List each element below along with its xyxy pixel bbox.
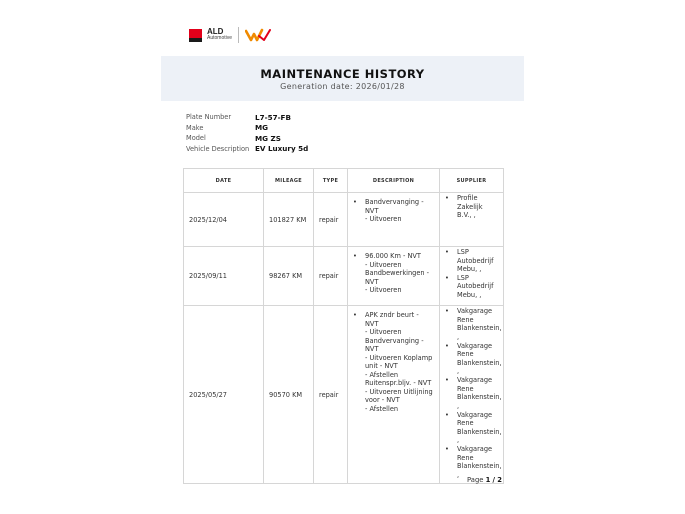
cell-description <box>348 306 440 484</box>
supplier-item: • Vakgarage Rene Blankenstein, , <box>445 307 498 341</box>
supplier-item: • Vakgarage Rene Blankenstein, , <box>445 342 498 376</box>
cell-supplier <box>440 306 504 484</box>
make-value: MG <box>255 123 269 133</box>
supplier-list <box>445 248 498 299</box>
cell-mileage: 90570 KM <box>264 306 314 484</box>
ald-logo-text <box>207 28 232 42</box>
description-label: Vehicle Description <box>186 144 250 153</box>
description-list <box>353 252 434 295</box>
page-sep: / <box>492 476 496 484</box>
cell-description <box>348 247 440 306</box>
table-row <box>184 306 504 484</box>
supplier-item: • LSP Autobedrijf Mebu, , <box>445 248 498 274</box>
cell-supplier <box>440 247 504 306</box>
header-date: DATE <box>184 169 264 193</box>
make-label: Make <box>186 123 204 132</box>
cell-date: 2025/09/11 <box>184 247 264 306</box>
supplier-list <box>445 307 502 479</box>
header-description: DESCRIPTION <box>348 169 440 193</box>
header-band <box>161 56 524 101</box>
cell-type: repair <box>314 247 348 306</box>
cell-date: 2025/05/27 <box>184 306 264 484</box>
page-current: 1 <box>485 476 491 484</box>
supplier-item: • Vakgarage Rene Blankenstein, , <box>445 376 498 410</box>
description-item: • 96.000 Km - NVT - Uitvoeren Bandbewerkingen - NVT - Uitvoeren <box>353 252 434 295</box>
header-supplier: SUPPLIER <box>440 169 504 193</box>
table-row <box>184 247 504 306</box>
plate-label: Plate Number <box>186 113 232 122</box>
page-total: 2 <box>497 476 502 484</box>
maintenance-table <box>183 168 504 484</box>
ald-sub: Automotive <box>207 35 233 41</box>
cell-type: repair <box>314 193 348 247</box>
description-list <box>353 311 434 413</box>
ald-name: ALD <box>207 27 224 36</box>
supplier-list <box>445 194 498 220</box>
info-row-model <box>186 133 308 144</box>
cell-mileage: 98267 KM <box>264 247 314 306</box>
page-number <box>467 476 502 484</box>
vehicle-info <box>186 112 308 154</box>
cell-mileage: 101827 KM <box>264 193 314 247</box>
cell-supplier <box>440 193 504 247</box>
model-label: Model <box>186 134 206 143</box>
supplier-item: • Vakgarage Rene Blankenstein, , <box>445 411 498 445</box>
description-value: EV Luxury 5d <box>255 144 309 154</box>
leaseplan-logo-icon <box>245 28 271 42</box>
cell-date: 2025/12/04 <box>184 193 264 247</box>
info-row-plate <box>186 112 308 123</box>
info-row-description <box>186 144 308 155</box>
description-list <box>353 198 434 224</box>
cell-type: repair <box>314 306 348 484</box>
cell-description <box>348 193 440 247</box>
table-header-row <box>184 169 504 193</box>
header-type: TYPE <box>314 169 348 193</box>
header-mileage: MILEAGE <box>264 169 314 193</box>
supplier-item: • Profile Zakelijk B.V., , <box>445 194 498 220</box>
supplier-item: • Vakgarage Rene Blankenstein, , <box>445 445 498 479</box>
plate-value: L7-57-FB <box>255 112 291 122</box>
description-item: • Bandvervanging - NVT - Uitvoeren <box>353 198 434 224</box>
page-label: Page <box>467 476 484 484</box>
table-row <box>184 193 504 247</box>
logo-area <box>189 27 271 43</box>
info-row-make <box>186 123 308 134</box>
page-title: MAINTENANCE HISTORY <box>260 67 425 81</box>
description-item: • APK zndr beurt - NVT - Uitvoeren Bandvervanging - NVT - Uitvoeren Koplamp unit - NVT - Afstellen Ruitenspr.bljv. - NVT - Uitvoeren Uitlijning voor - NVT - Afstellen <box>353 311 434 413</box>
generation-date: Generation date: 2026/01/28 <box>280 82 405 91</box>
logo-divider <box>238 27 239 43</box>
supplier-item: • LSP Autobedrijf Mebu, , <box>445 274 498 300</box>
model-value: MG ZS <box>255 133 281 143</box>
ald-logo-icon <box>189 29 202 42</box>
